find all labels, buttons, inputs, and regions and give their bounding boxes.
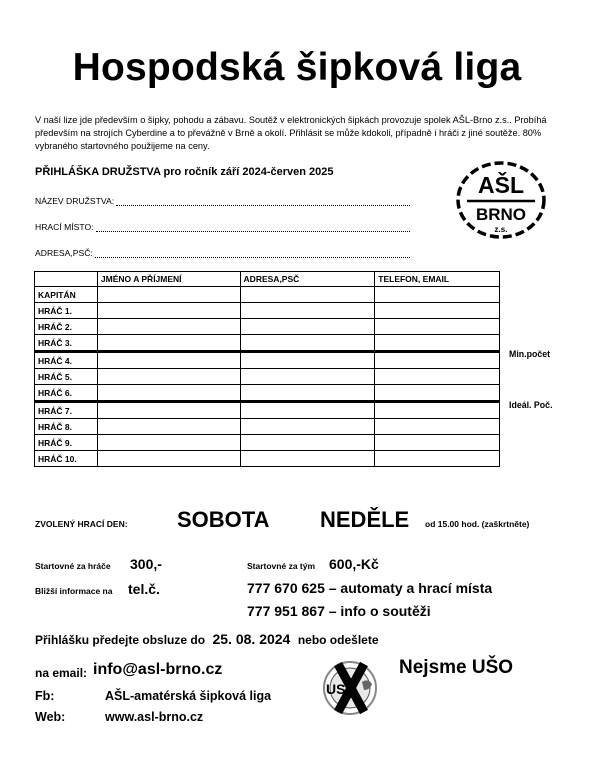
page-title: Hospodská šipková liga [72,46,522,89]
contact-cell[interactable] [375,352,500,369]
roster-header-role [35,272,98,287]
name-cell[interactable] [97,419,240,435]
name-cell[interactable] [97,385,240,402]
contact-cell[interactable] [375,419,500,435]
player-fee-value: 300,- [130,556,162,572]
intro-paragraph: V naší lize jde především o šipky, pohodu a zábavu. Soutěž v elektronických šipkách provozuje spolek AŠL-Brno z.s.. Probíhá především na strojích Cyberdine a to převážně v Brně a okolí. Přihlásit se může kdokoli, případně i hráči z jiné soutěže. 80% vybraného startovného použijeme na ceny. [35,115,547,152]
email-label: na email: [35,666,88,680]
ideal-count-label: Ideál. Poč. [509,400,553,410]
venue-label: HRACÍ MÍSTO: [35,222,94,232]
row-label: HRÁČ 7. [35,402,98,419]
address-label: ADRESA,PSČ: [35,248,93,258]
name-cell[interactable] [97,369,240,385]
row-label: HRÁČ 8. [35,419,98,435]
address-cell[interactable] [240,451,375,467]
name-cell[interactable] [97,435,240,451]
table-row [35,352,500,369]
address-line[interactable] [95,249,410,258]
info-label: Bližší informace na [35,586,113,596]
submit-line [35,631,379,649]
contact-cell[interactable] [375,451,500,467]
slogan: Nejsme UŠO [399,657,514,678]
uso-crossed-logo-icon [314,660,386,716]
row-label: KAPITÁN [35,287,98,303]
contact-cell[interactable] [375,287,500,303]
row-label: HRÁČ 4. [35,352,98,369]
table-row [35,402,500,419]
facebook-link[interactable]: AŠL-amatérská šipková liga [105,689,272,703]
contact-cell[interactable] [375,369,500,385]
time-note: od 15.00 hod. (zaškrtněte) [425,519,530,529]
name-cell[interactable] [97,303,240,319]
row-label: HRÁČ 9. [35,435,98,451]
submit-text-before: Přihlášku předejte obsluze do [35,633,206,647]
playing-day-label: ZVOLENÝ HRACÍ DEN: [35,519,128,529]
address-cell[interactable] [240,335,375,352]
saturday-option[interactable]: SOBOTA [177,507,270,532]
name-cell[interactable] [97,335,240,352]
sunday-option[interactable]: NEDĚLE [320,507,410,532]
address-cell[interactable] [240,402,375,419]
name-cell[interactable] [97,402,240,419]
team-name-field[interactable] [35,196,410,206]
form-heading: PŘIHLÁŠKA DRUŽSTVA pro ročník září 2024-červen 2025 [35,166,334,178]
web-label: Web: [35,710,66,724]
address-cell[interactable] [240,303,375,319]
name-cell[interactable] [97,451,240,467]
row-label: HRÁČ 3. [35,335,98,352]
roster-header-address: ADRESA,PSČ [240,272,375,287]
venue-line[interactable] [96,223,410,232]
row-label: HRÁČ 10. [35,451,98,467]
submit-deadline: 25. 08. 2024 [212,631,291,647]
email-link[interactable]: info@asl-brno.cz [93,661,223,678]
contact-cell[interactable] [375,319,500,335]
team-fee-value: 600,-Kč [329,556,379,572]
address-cell[interactable] [240,369,375,385]
asl-brno-logo-icon [455,160,547,240]
venue-field[interactable] [35,222,410,232]
address-field[interactable] [35,248,410,258]
address-cell[interactable] [240,287,375,303]
tel-label: tel.č. [128,581,160,597]
name-cell[interactable] [97,352,240,369]
row-label: HRÁČ 2. [35,319,98,335]
contact-cell[interactable] [375,335,500,352]
table-row [35,435,500,451]
name-cell[interactable] [97,287,240,303]
submit-text-after: nebo odešlete [297,633,379,647]
table-row [35,303,500,319]
player-fee-label: Startovné za hráče [35,561,111,571]
team-fee-label: Startovné za tým [247,561,316,571]
row-label: HRÁČ 1. [35,303,98,319]
logo-text-asl: AŠL [478,172,524,198]
logo-text-zs: z.s. [494,225,508,234]
address-cell[interactable] [240,319,375,335]
row-label: HRÁČ 5. [35,369,98,385]
address-cell[interactable] [240,385,375,402]
row-label: HRÁČ 6. [35,385,98,402]
table-row [35,385,500,402]
address-cell[interactable] [240,352,375,369]
roster-header-contact: TELEFON, EMAIL [375,272,500,287]
table-row [35,419,500,435]
roster-table [34,271,500,467]
team-name-line[interactable] [116,197,410,206]
us-logo-text: US [326,681,346,697]
roster-header-row [35,272,500,287]
address-cell[interactable] [240,435,375,451]
logo-text-brno: BRNO [475,205,527,224]
name-cell[interactable] [97,319,240,335]
table-row [35,319,500,335]
phone-venues[interactable]: 777 670 625 – automaty a hrací místa [247,580,493,596]
contact-cell[interactable] [375,303,500,319]
contact-cell[interactable] [375,402,500,419]
min-count-label: Min.počet [509,349,551,359]
facebook-label: Fb: [35,689,55,703]
roster-header-name: JMÉNO A PŘÍJMENÍ [97,272,240,287]
team-name-label: NÁZEV DRUŽSTVA: [35,196,115,206]
table-row [35,451,500,467]
phone-info[interactable]: 777 951 867 – info o soutěži [247,603,431,619]
table-row [35,335,500,352]
contact-cell[interactable] [375,385,500,402]
table-row [35,369,500,385]
table-row [35,287,500,303]
web-link[interactable]: www.asl-brno.cz [105,710,204,724]
contact-cell[interactable] [375,435,500,451]
address-cell[interactable] [240,419,375,435]
